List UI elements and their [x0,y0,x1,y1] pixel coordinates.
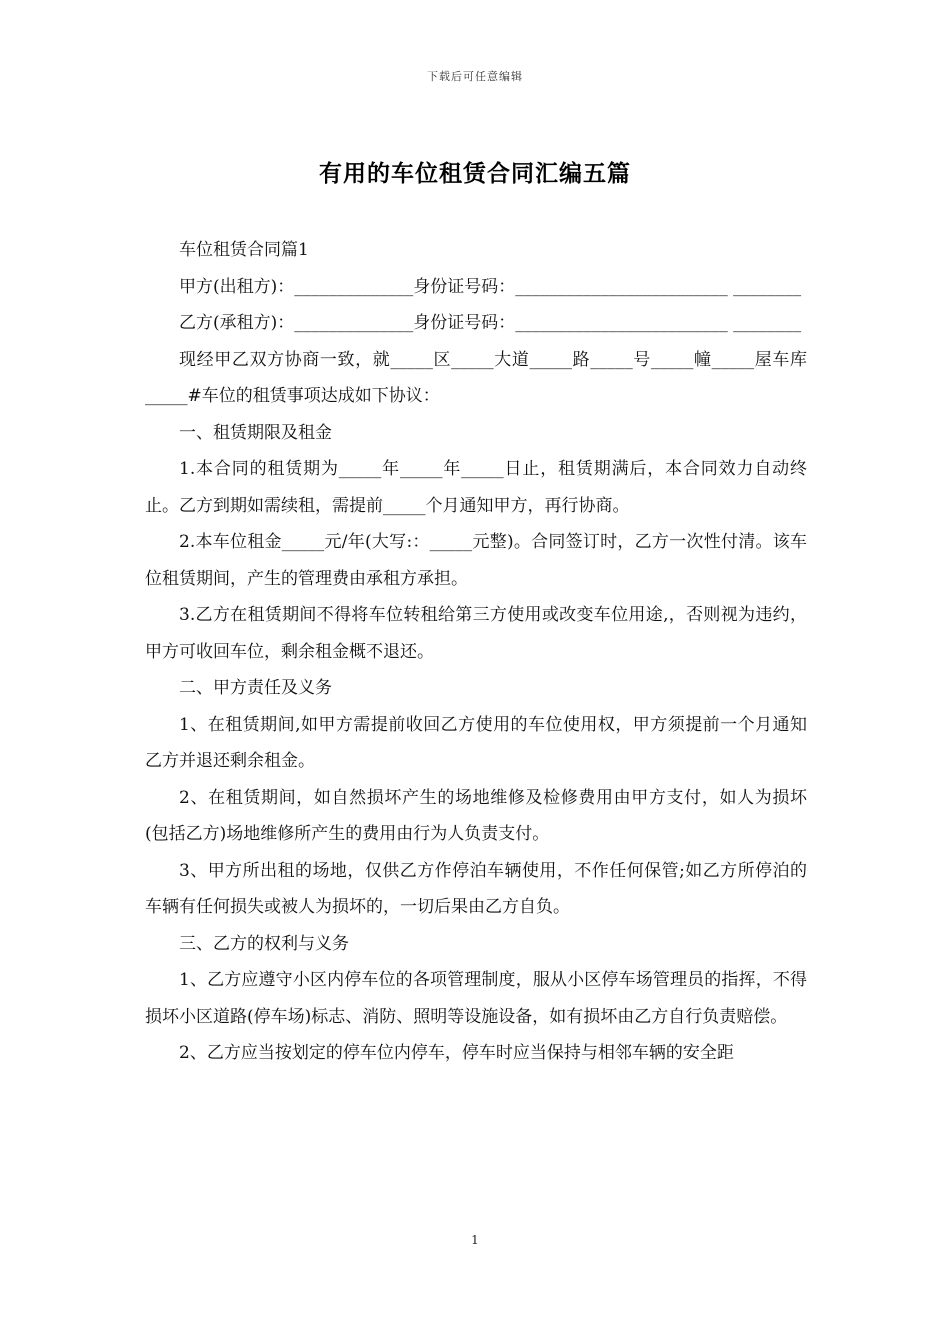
clause-paragraph: 1.本合同的租赁期为_____年_____年_____日止，租赁期满后，本合同效力自动终止。乙方到期如需续租，需提前_____个月通知甲方，再行协商。 [145,459,807,516]
page-header-note: 下载后可任意编辑 [427,70,523,83]
party-b-line: 乙方(承租方)：______________身份证号码：_________________________ ________ [179,313,802,333]
clause-paragraph: 2、乙方应当按划定的停车位内停车，停车时应当保持与相邻车辆的安全距 [179,1043,734,1063]
clause-paragraph: 2、在租赁期间，如自然损坏产生的场地维修及检修费用由甲方支付，如人为损坏(包括乙方)场地维修所产生的费用由行为人负责支付。 [145,787,807,844]
page-number: 1 [471,1233,479,1247]
document-title: 有用的车位租赁合同汇编五篇 [319,160,631,187]
clause-paragraph: 1、在租赁期间,如甲方需提前收回乙方使用的车位使用权，甲方须提前一个月通知乙方并退还剩余租金。 [145,714,807,771]
clause-heading: 二、甲方责任及义务 [179,678,332,698]
clause-heading: 一、租赁期限及租金 [179,422,332,443]
clause-heading: 三、乙方的权利与义务 [179,933,349,954]
clause-paragraph: 1、乙方应遵守小区内停车位的各项管理制度，服从小区停车场管理员的指挥，不得损坏小区道路(停车场)标志、消防、照明等设施设备，如有损坏由乙方自行负责赔偿。 [145,970,807,1027]
document-body [145,232,807,1072]
party-a-line: 甲方(出租方)：______________身份证号码：_________________________ ________ [179,276,802,297]
clause-paragraph: 3.乙方在租赁期间不得将车位转租给第三方使用或改变车位用途,，否则视为违约，甲方可收回车位，剩余租金概不退还。 [145,605,807,662]
clause-paragraph: 3、甲方所出租的场地，仅供乙方作停泊车辆使用，不作任何保管;如乙方所停泊的车辆有任何损失或被人为损坏的，一切后果由乙方自负。 [145,860,807,917]
clause-paragraph: 2.本车位租金_____元/年(大写:：_____元整)。合同签订时，乙方一次性付清。该车位租赁期间，产生的管理费由承租方承担。 [145,532,807,589]
section-heading: 车位租赁合同篇1 [179,240,309,260]
agreement-intro: 现经甲乙双方协商一致，就_____区_____大道_____路_____号_____幢_____屋车库_____#车位的租赁事项达成如下协议： [145,349,807,406]
